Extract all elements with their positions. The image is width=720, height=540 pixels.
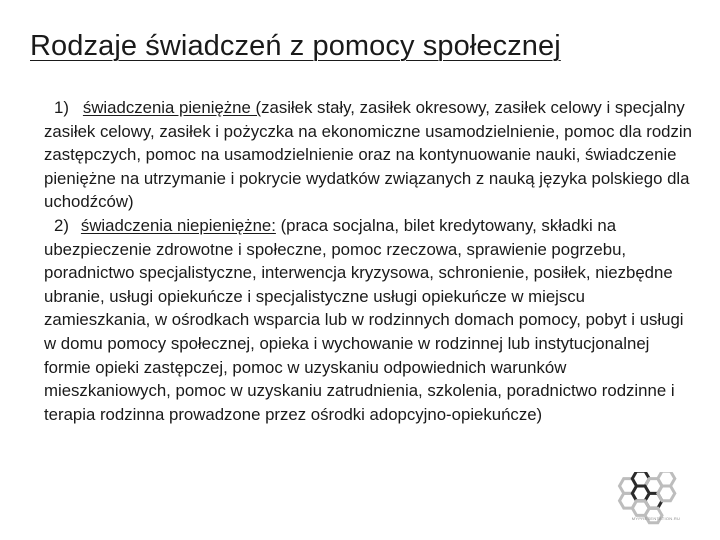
- list-item-non-cash-benefits: [44, 214, 694, 426]
- logo-hexagon: [658, 472, 675, 486]
- slide-title: Rodzaje świadczeń z pomocy społecznej: [30, 30, 561, 62]
- list-item-heading: świadczenia niepieniężne:: [80, 215, 276, 235]
- list-item-text: zasiłek stały, zasiłek okresowy, zasiłek celowy i specjalny zasiłek celowy, zasiłek i pożyczka na ekonomiczne usamodzielnienie, pomoc dla rodzin zastępczych, pomoc na usamodzielnienie oraz na kontynuowanie nauki, świadczenie pieniężne na utrzymanie i pokrycie wydatków związanych z nauką języka polskiego dla uchodźców): [44, 98, 692, 212]
- slide-content: [44, 96, 694, 426]
- logo-hexagon: [658, 486, 675, 501]
- list-item-number: 2): [54, 215, 69, 235]
- list-item-text: (praca socjalna, bilet kredytowany, składki na ubezpieczenie zdrowotne i społeczne, pomoc rzeczowa, sprawienie pogrzebu, poradnictwo specjalistyczne, interwencja kryzysowa, schronienie, posiłek, niezbędne ubranie, usługi opiekuńcze i specjalistyczne usługi opiekuńcze w miejscu zamieszkania, w ośrodkach wsparcia lub w rodzinnych domach pomocy, pobyt i usługi w domu pomocy społecznej, opieka i wychowanie w rodzinnej lub instytucjonalnej formie opieki zastępczej, pomoc w uzyskaniu odpowiednich warunków mieszkaniowych, pomoc w uzyskaniu zatrudnienia, szkolenia, poradnictwo rodzinne i terapia rodzinna prowadzone przez ośrodki adopcyjno-opiekuńcze): [44, 215, 684, 424]
- list-item-heading: świadczenia pieniężne (: [82, 98, 262, 117]
- list-item-cash-benefits: [44, 96, 694, 214]
- logo-caption: MYPRESENTATION.RU: [631, 516, 681, 521]
- list-item-number: 1): [54, 98, 69, 117]
